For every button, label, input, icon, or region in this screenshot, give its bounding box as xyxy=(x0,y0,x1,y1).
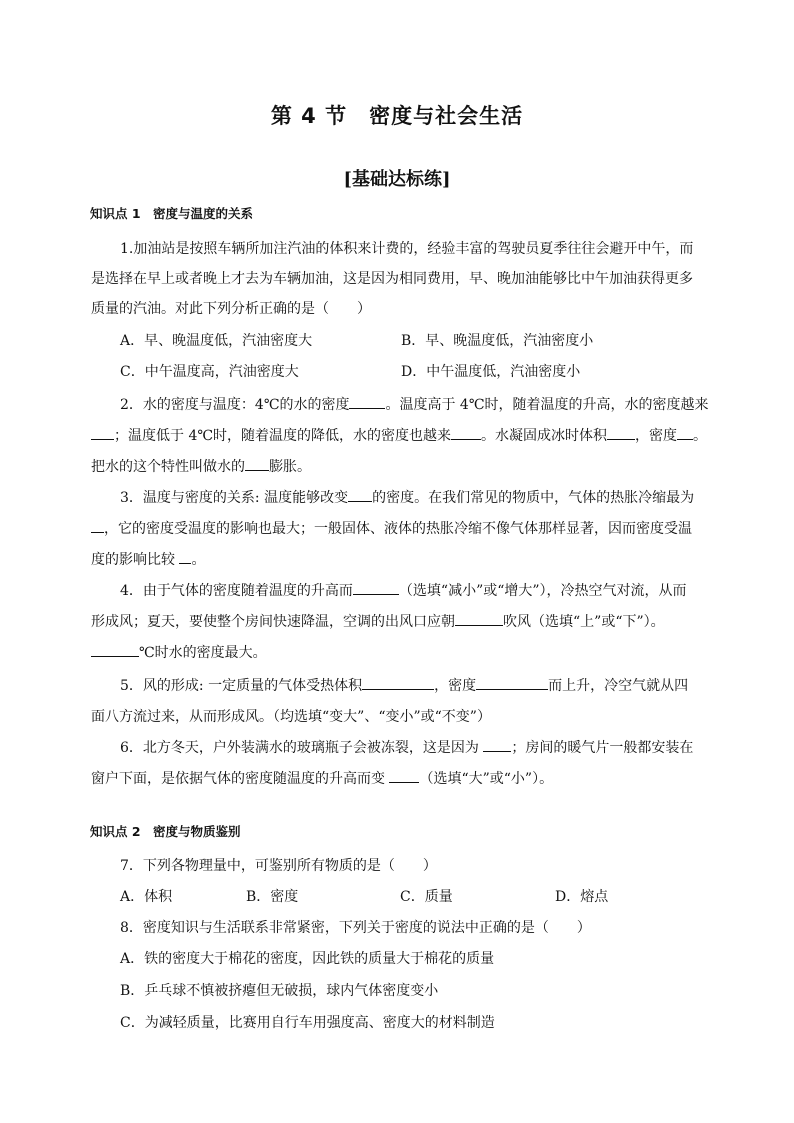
question-text: ℃时水的密度最大。 xyxy=(139,645,267,661)
question-8-option-b[interactable]: B．乒乓球不慎被挤瘪但无破损，球内气体密度变小 xyxy=(120,983,439,999)
question-3-line xyxy=(91,549,205,569)
question-text: 吹风（选填“上”或“下”）。 xyxy=(503,614,665,630)
question-text: 。 xyxy=(693,428,708,444)
question-text: 。 xyxy=(191,552,206,568)
question-text: 4．由于气体的密度随着温度的升高而 xyxy=(120,583,353,599)
answer-blank[interactable] xyxy=(476,675,548,690)
question-text: ，密度 xyxy=(635,428,678,444)
answer-blank[interactable] xyxy=(179,549,191,564)
question-3-line xyxy=(91,518,692,538)
question-text: 窗户下面，是依据气体的密度随温度的升高而变 xyxy=(91,771,390,787)
section-heading: 知识点 2 密度与物质鉴别 xyxy=(90,824,241,839)
question-4-line xyxy=(120,580,687,600)
question-7-option-b[interactable]: B．密度 xyxy=(246,889,299,905)
question-1-option-d[interactable]: D．中午温度低，汽油密度小 xyxy=(401,364,581,380)
question-text: 3．温度与密度的关系: 温度能够改变 xyxy=(120,490,349,506)
question-text: 膨胀。 xyxy=(269,459,311,475)
question-1-option-c[interactable]: C．中午温度高，汽油密度大 xyxy=(120,364,299,380)
answer-blank[interactable] xyxy=(451,425,481,440)
question-7-stem: 7．下列各物理量中，可鉴别所有物质的是（ ） xyxy=(120,858,437,874)
question-5-line xyxy=(120,675,688,695)
answer-blank[interactable] xyxy=(483,737,511,752)
question-5-line: 面八方流过来，从而形成风。（均选填“变大”、“变小”或“不变”） xyxy=(91,709,491,725)
answer-blank[interactable] xyxy=(348,487,372,502)
question-2-line xyxy=(91,456,311,476)
question-2-line xyxy=(91,425,707,445)
answer-blank[interactable] xyxy=(91,642,139,657)
question-7-option-d[interactable]: D．熔点 xyxy=(555,889,609,905)
question-1-stem: 是选择在早上或者晚上才去为车辆加油，这是因为相同费用，早、晚加油能够比中午加油获得更多 xyxy=(91,271,693,287)
answer-blank[interactable] xyxy=(677,425,693,440)
answer-blank[interactable] xyxy=(349,394,385,409)
question-7-option-c[interactable]: C．质量 xyxy=(400,889,453,905)
answer-blank[interactable] xyxy=(245,456,269,471)
question-text: 5．风的形成: 一定质量的气体受热体积 xyxy=(120,678,363,694)
answer-blank[interactable] xyxy=(353,580,399,595)
question-text: （选填“减小”或“增大”），冷热空气对流，从而 xyxy=(398,583,687,599)
page-title: 第 4 节 密度与社会生活 xyxy=(270,104,524,128)
answer-blank[interactable] xyxy=(607,425,635,440)
question-text: 度的影响比较 xyxy=(91,552,180,568)
question-text: ，密度 xyxy=(434,678,477,694)
question-text: ，它的密度受温度的影响也最大；一般固体、液体的热胀冷缩不像气体那样显著，因而密度受温 xyxy=(104,521,692,537)
question-2-line xyxy=(120,394,709,414)
question-text: ；温度低于 4℃时，随着温度的降低，水的密度也越来 xyxy=(114,428,452,444)
question-3-line xyxy=(120,487,694,507)
question-4-line xyxy=(91,611,665,631)
question-1-option-a[interactable]: A．早、晚温度低，汽油密度大 xyxy=(120,333,313,349)
question-4-line xyxy=(91,642,267,662)
exercise-heading: [基础达标练] xyxy=(343,169,451,190)
question-text: 6．北方冬天，户外装满水的玻璃瓶子会被冻裂，这是因为 xyxy=(120,740,484,756)
question-8-option-c[interactable]: C．为减轻质量，比赛用自行车用强度高、密度大的材料制造 xyxy=(120,1015,495,1031)
answer-blank[interactable] xyxy=(362,675,434,690)
question-text: 把水的这个特性叫做水的 xyxy=(91,459,245,475)
question-6-line xyxy=(120,737,693,757)
question-7-option-a[interactable]: A．体积 xyxy=(120,889,173,905)
question-text: 2．水的密度与温度：4℃的水的密度 xyxy=(120,397,350,413)
question-1-stem: 质量的汽油。对此下列分析正确的是（ ） xyxy=(91,301,371,317)
question-text: 。水凝固成冰时体积 xyxy=(481,428,608,444)
answer-blank[interactable] xyxy=(91,518,104,533)
question-text: 形成风；夏天，要使整个房间快速降温，空调的出风口应朝 xyxy=(91,614,455,630)
answer-blank[interactable] xyxy=(91,425,114,440)
question-text: ；房间的暖气片一般都安装在 xyxy=(511,740,694,756)
answer-blank[interactable] xyxy=(455,611,503,626)
answer-blank[interactable] xyxy=(389,768,419,783)
section-heading: 知识点 1 密度与温度的关系 xyxy=(90,206,254,221)
question-text: 而上升，冷空气就从四 xyxy=(548,678,689,694)
question-6-line xyxy=(91,768,553,788)
question-text: （选填“大”或“小”）。 xyxy=(419,771,554,787)
question-text: 。温度高于 4℃时，随着温度的升高，水的密度越来 xyxy=(385,397,709,413)
question-text: 的密度。在我们常见的物质中，气体的热胀冷缩最为 xyxy=(372,490,695,506)
question-8-stem: 8．密度知识与生活联系非常紧密，下列关于密度的说法中正确的是（ ） xyxy=(120,920,591,936)
question-1-option-b[interactable]: B．早、晚温度低，汽油密度小 xyxy=(401,333,594,349)
question-1-stem: 1.加油站是按照车辆所加注汽油的体积来计费的，经验丰富的驾驶员夏季往往会避开中午，而 xyxy=(120,241,694,257)
question-8-option-a[interactable]: A．铁的密度大于棉花的密度，因此铁的质量大于棉花的质量 xyxy=(120,951,495,967)
